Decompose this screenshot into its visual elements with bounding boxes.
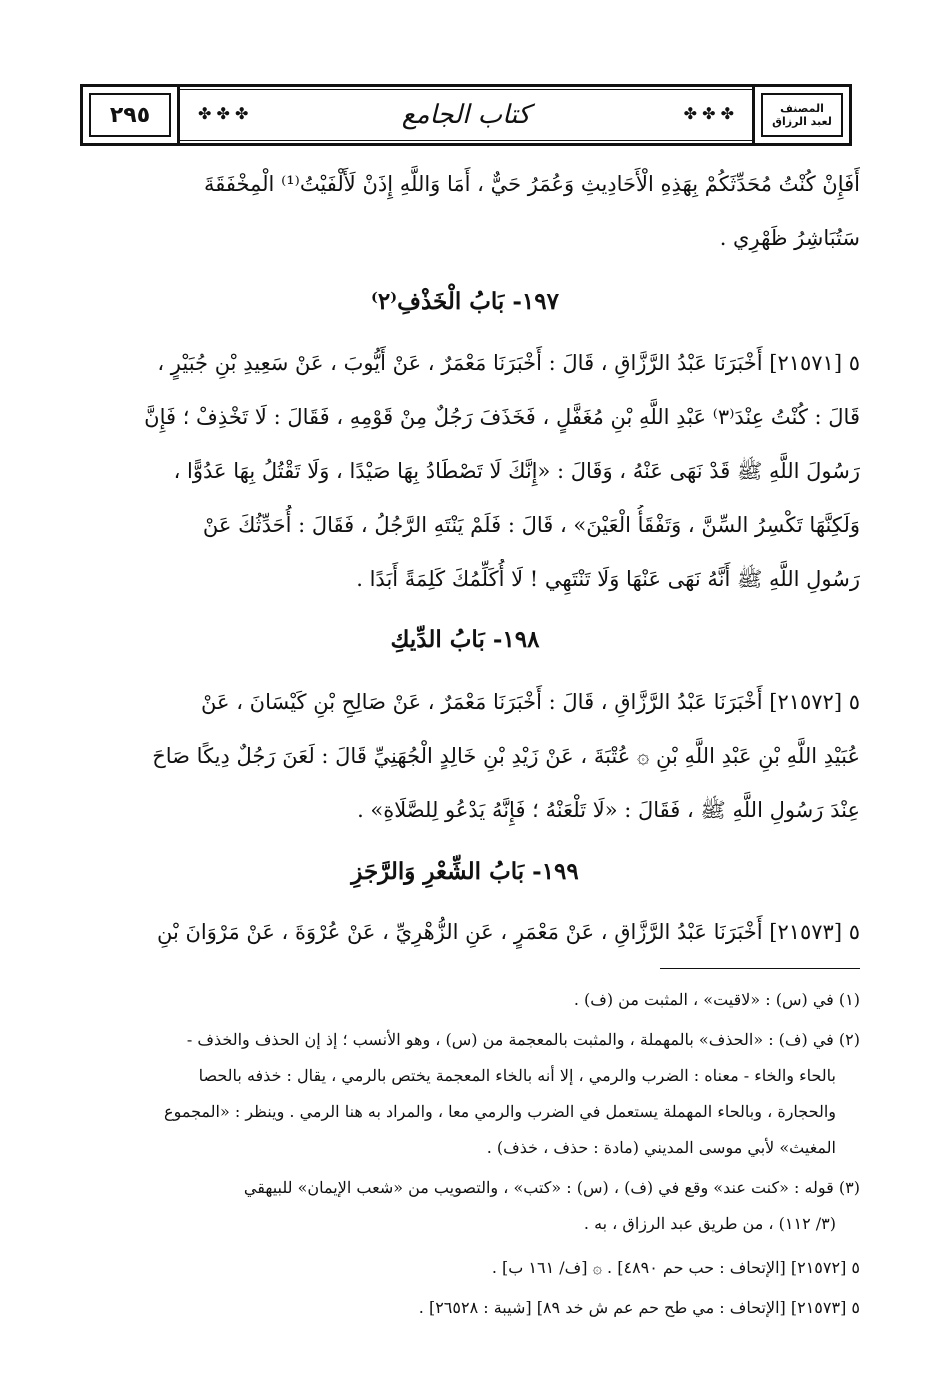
footnote-separator [660,968,860,969]
text-line: سَتُبَاشِرُ ظَهْرِي . [719,226,860,250]
hadith-21572-line: عُبَيْدِ اللَّهِ بْنِ عَبْدِ اللَّهِ بْنِ ۞ عُتْبَةَ ، عَنْ زَيْدِ بْنِ خَالِدٍ الْجُهَنِيِّ قَالَ : لَعَنَ رَجُلٌ دِيكًا صَاحَ [152,744,860,768]
footnote-continuation: والحجارة ، وبالحاء المهملة يستعمل في الضرب والرمي معا ، والمراد به هنا الرمي . وينظر : «المجموع [164,1102,836,1121]
chapter-heading-199: ١٩٩- بَابُ الشِّعْرِ وَالرَّجَزِ [351,858,579,885]
footnote: (١) في (س) : «لاقيت» ، المثبت من (ف) . [573,990,860,1009]
footnote-continuation: (٣/ ١١٢) ، من طريق عبد الرزاق ، به . [583,1214,836,1233]
hadith-21572-line: عِنْدَ رَسُولِ اللَّهِ ﷺ ، فَقَالَ : «لَا تَلْعَنْهُ ؛ فَإِنَّهُ يَدْعُو لِلصَّلَاةِ» . [357,798,860,822]
hadith-21571-line: رَسُولَ اللَّهِ ﷺ قَدْ نَهَى عَنْهُ ، وَقَالَ : «إِنَّكَ لَا تَصْطَادُ بِهَا صَيْدًا ، وَلَا تَقْتُلُ بِهَا عَدُوًّا ، [173,459,860,483]
footnote: (٣) قوله : «كنت عند» وقع في (ف) ، (س) : «كتب» ، والتصويب من «شعب الإيمان» للبيهقي [243,1178,860,1197]
hadith-21571-line: ٥ [٢١٥٧١] أَخْبَرَنَا عَبْدُ الرَّزَّاقِ ، قَالَ : أَخْبَرَنَا مَعْمَرٌ ، عَنْ أَيُّوبَ ، عَنْ سَعِيدِ بْنِ جُبَيْرٍ ، [157,351,860,375]
footnote-continuation: بالحاء والخاء - معناه : الضرب والرمي ، إلا أنه بالخاء المعجمة يختص بالرمي ، يقال : خذفه بالحصا [198,1066,836,1085]
page-header [80,84,852,146]
book-title: كتاب الجامع [401,100,531,130]
chapter-heading-198: ١٩٨- بَابُ الدِّيكِ [390,626,540,653]
seal-text-top: المصنف [780,102,824,115]
ornament-icon: ✤ ✤ ✤ [683,104,734,123]
text-line: أَفَإِنْ كُنْتُ مُحَدِّثَكُمْ بِهَذِهِ الْأَحَادِيثِ وَعُمَرُ حَيٌّ ، أَمَا وَاللَّهِ إِذَنْ لَأَلْفَيْتُ⁽¹⁾ الْمِخْفَقَةَ [203,172,860,196]
takhrij-note: ٥ [٢١٥٧٢] [الإتحاف : حب حم ٤٨٩٠] . ۞ [ف/ ١٦١ ب] . [491,1258,860,1277]
page-number-box [80,84,180,146]
chapter-heading-197: ١٩٧- بَابُ الْخَذْفِ⁽٢⁾ [371,288,559,315]
hadith-21573-line: ٥ [٢١٥٧٣] أَخْبَرَنَا عَبْدُ الرَّزَّاقِ ، عَنْ مَعْمَرٍ ، عَنِ الزُّهْرِيِّ ، عَنْ عُرْوَةَ ، عَنْ مَرْوَانَ بْنِ [156,920,860,944]
hadith-21571-line: رَسُولِ اللَّهِ ﷺ أَنَّهُ نَهَى عَنْهَا وَلَا تَنْتَهِي ! لَا أُكَلِّمُكَ كَلِمَةً أَبَدًا . [356,567,860,591]
hadith-21572-line: ٥ [٢١٥٧٢] أَخْبَرَنَا عَبْدُ الرَّزَّاقِ ، قَالَ : أَخْبَرَنَا مَعْمَرٌ ، عَنْ صَالِحِ بْنِ كَيْسَانَ ، عَنْ [201,690,860,714]
hadith-21571-line: قَالَ : كُنْتُ عِنْدَ⁽٣⁾ عَبْدِ اللَّهِ بْنِ مُغَفَّلٍ ، فَخَذَفَ رَجُلٌ مِنْ قَوْمِهِ ، فَقَالَ : لَا تَخْذِفْ ؛ فَإِنَّ [144,405,860,429]
footnote-continuation: المغيث» لأبي موسى المديني (مادة : حذف ، خذف) . [486,1138,836,1157]
publisher-seal [752,84,852,146]
footnote: (٢) في (ف) : «الحذف» بالمهملة ، والمثبت بالمعجمة من (س) ، وهو الأنسب ؛ إذ إن الحذف والخذف - [186,1030,860,1049]
takhrij-note: ٥ [٢١٥٧٣] [الإتحاف : مي طح حم عم ش خد ٨٩] [شيبة : ٢٦٥٢٨] . [418,1298,860,1317]
page-number: ٢٩٥ [109,102,151,128]
hadith-21571-line: وَلَكِنَّهَا تَكْسِرُ السِّنَّ ، وَتَفْقَأُ الْعَيْنَ» ، قَالَ : فَلَمْ يَنْتَهِ الرَّجُلُ ، فَقَالَ : أُحَدِّثُكَ عَنْ [202,513,860,537]
ornament-icon: ✤ ✤ ✤ [198,104,249,123]
seal-text-bottom: لعبد الرزاق [772,115,832,128]
